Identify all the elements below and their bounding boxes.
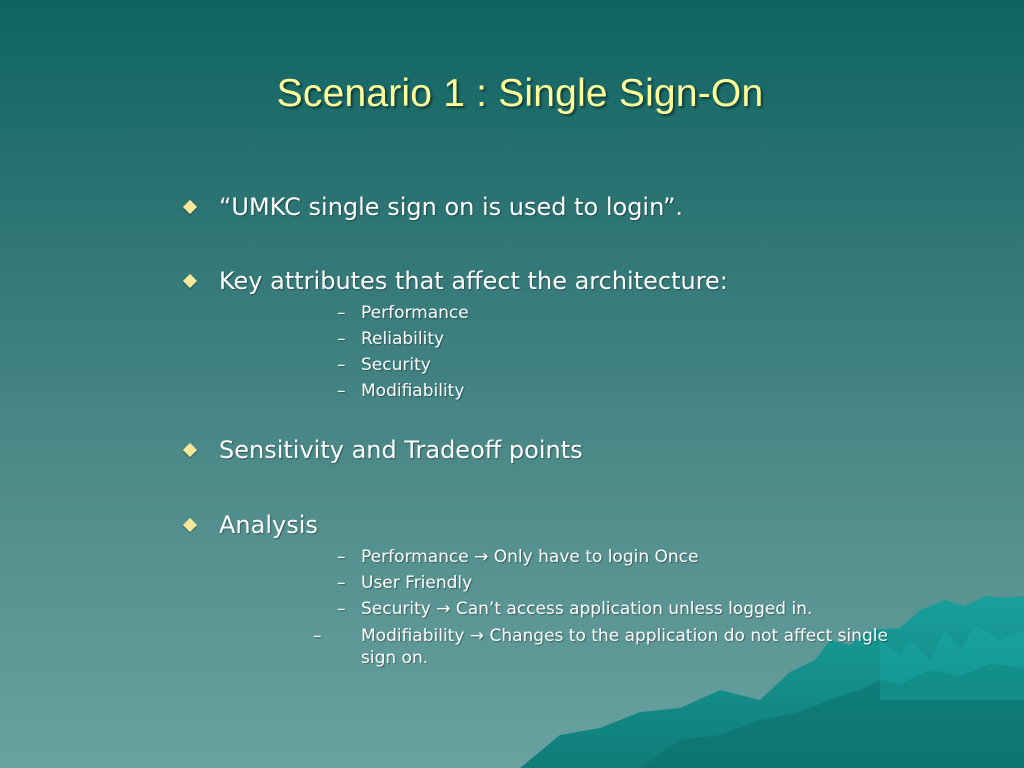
diamond-bullet-icon [183, 200, 197, 214]
dash-marker: – [337, 329, 346, 349]
bullet-item [182, 511, 318, 539]
sub-item-text: Modifiability → Changes to the application do not affect single sign on. [361, 626, 888, 668]
sub-item [337, 570, 472, 596]
bullet-text: Key attributes that affect the architecture: [219, 267, 728, 295]
dash-marker: – [337, 303, 346, 323]
sub-item [337, 300, 469, 326]
sub-item-text: Performance [361, 303, 469, 323]
dash-marker: – [337, 599, 346, 619]
bullet-text: Sensitivity and Tradeoff points [219, 436, 583, 464]
dash-marker: – [337, 547, 346, 567]
sub-item [337, 378, 464, 404]
sub-item [337, 352, 431, 378]
sub-item [337, 326, 444, 352]
bullet-item [182, 436, 583, 464]
sub-item [313, 625, 901, 669]
sub-item-text: Reliability [361, 329, 445, 349]
sub-item-text: Security [361, 355, 431, 375]
bullet-item [182, 267, 728, 295]
bullet-item [182, 193, 683, 221]
sub-item-text: Modifiability [361, 381, 465, 401]
dash-marker: – [337, 355, 346, 375]
sub-item-text: Performance → Only have to login Once [361, 547, 699, 567]
slide-title: Scenario 1 : Single Sign-On [276, 72, 764, 115]
dash-marker: – [313, 626, 322, 646]
bullet-text: “UMKC single sign on is used to login”. [219, 193, 684, 221]
sub-item-text: User Friendly [361, 573, 473, 593]
sub-item-text: Security → Can’t access application unless logged in. [361, 599, 813, 619]
dash-marker: – [337, 381, 346, 401]
diamond-bullet-icon [183, 274, 197, 288]
diamond-bullet-icon [183, 443, 197, 457]
dash-marker: – [337, 573, 346, 593]
diamond-bullet-icon [183, 518, 197, 532]
sub-item [337, 544, 699, 570]
bullet-text: Analysis [219, 511, 318, 539]
sub-item [337, 596, 812, 622]
